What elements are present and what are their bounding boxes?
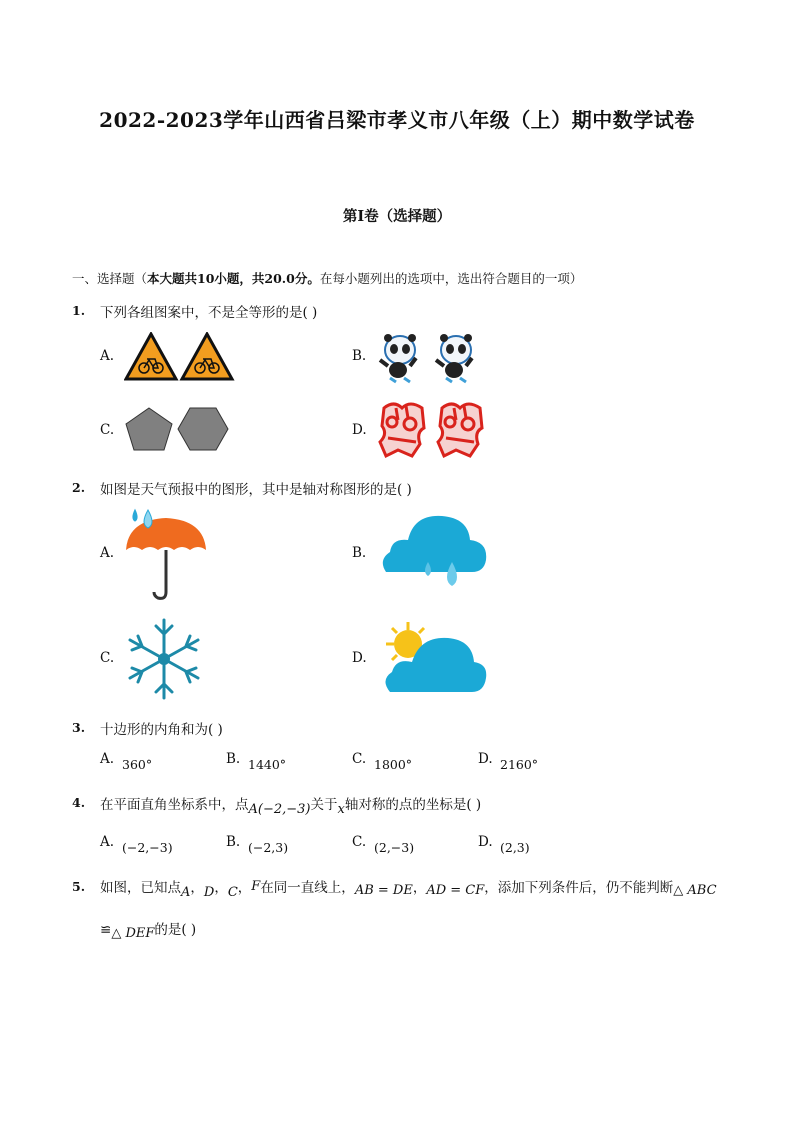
- q4-text-b: 关于: [310, 797, 338, 813]
- q5-triangle-def: △ DEF: [111, 926, 155, 941]
- q2-number: 2.: [72, 480, 86, 495]
- q4-number: 4.: [72, 795, 86, 810]
- section-subtitle: 第I卷（选择题）: [342, 208, 452, 225]
- q4-text: [100, 793, 482, 817]
- q5-text-line2: [100, 918, 197, 941]
- q1-option-b-label: B.: [352, 348, 367, 364]
- q4-text-c: 轴对称的点的坐标是( ): [344, 797, 482, 813]
- q3-option-d-label: D.: [478, 751, 493, 767]
- q1-option-a-label: A.: [100, 348, 115, 364]
- q4-option-d-value: (2,3): [500, 840, 530, 855]
- q5-text-a: 如图，已知点: [100, 880, 181, 896]
- q5-text-c: ，添加下列条件后，仍不能判断: [484, 880, 674, 896]
- q5-number: 5.: [72, 879, 86, 894]
- bicycle-sign-icon: [126, 334, 176, 379]
- q1-option-d-figure: [376, 398, 490, 460]
- q5-text-line1: [100, 876, 717, 900]
- q5-text-d: 的是( ): [154, 922, 197, 938]
- q4-option-a-label: A.: [100, 834, 115, 850]
- q4-axis: x: [337, 802, 345, 817]
- q4-option-c-label: C.: [352, 834, 367, 850]
- q5-sep3: ，: [237, 880, 252, 896]
- q5-triangle-abc: △ ABC: [673, 883, 717, 898]
- q3-number: 3.: [72, 720, 86, 735]
- q4-option-a-value: (−2,−3): [122, 840, 173, 855]
- q4-point: A(−2,−3): [248, 802, 311, 817]
- q1-option-d-label: D.: [352, 422, 367, 438]
- q5-congruent-symbol: ≌: [100, 922, 112, 938]
- q2-option-a-label: A.: [100, 545, 115, 561]
- bicycle-sign-icon: [182, 334, 232, 379]
- q5-point-d: D: [203, 885, 215, 900]
- page-title: 2022-2023学年山西省吕梁市孝义市八年级（上）期中数学试卷: [99, 108, 695, 132]
- section-bold: 本大题共10小题，共20.0分。: [147, 271, 320, 286]
- q4-option-c-value: (2,−3): [374, 840, 415, 855]
- q1-option-c-figure: [124, 406, 230, 452]
- snowflake-icon: [124, 616, 204, 702]
- q3-option-a-value: 360°: [122, 757, 153, 772]
- q4-option-b-value: (−2,3): [248, 840, 289, 855]
- q3-option-c-label: C.: [352, 751, 367, 767]
- q1-option-c-label: C.: [100, 422, 115, 438]
- pentagon-shape: [126, 408, 172, 450]
- q4-option-b-label: B.: [226, 834, 241, 850]
- q1-text: 下列各组图案中，不是全等形的是( ): [100, 305, 318, 321]
- q5-text-b: 在同一直线上，: [260, 880, 355, 896]
- q3-text: 十边形的内角和为( ): [100, 722, 223, 738]
- section-suffix: 在每小题列出的选项中，选出符合题目的一项）: [319, 271, 583, 286]
- q2-option-c-label: C.: [100, 650, 115, 666]
- q5-sep4: ，: [412, 880, 427, 896]
- q4-text-a: 在平面直角坐标系中，点: [100, 797, 249, 813]
- q3-option-d-value: 2160°: [500, 757, 539, 772]
- q5-point-a: A: [181, 885, 191, 900]
- q2-text: 如图是天气预报中的图形，其中是轴对称图形的是( ): [100, 482, 412, 498]
- sun-cloud-icon: [378, 620, 490, 696]
- q3-option-a-label: A.: [100, 751, 115, 767]
- panda-mascot-icon: [436, 334, 472, 382]
- papercut-pattern-icon: [438, 404, 482, 456]
- q5-point-f: F: [251, 879, 261, 894]
- cloud-rain-icon: [378, 510, 490, 598]
- hexagon-shape: [178, 408, 228, 450]
- panda-mascot-icon: [380, 334, 416, 382]
- section-heading: [72, 269, 582, 287]
- section-prefix: 一、选择题（: [72, 271, 148, 286]
- q5-sep1: ，: [190, 880, 204, 896]
- q5-sep2: ，: [214, 880, 228, 896]
- q2-option-d-label: D.: [352, 650, 367, 666]
- q3-option-b-label: B.: [226, 751, 241, 767]
- q1-number: 1.: [72, 303, 86, 318]
- q1-option-b-figure: [376, 330, 488, 384]
- q5-eq2: AD = CF: [426, 883, 485, 898]
- q3-option-b-value: 1440°: [248, 757, 287, 772]
- q3-option-c-value: 1800°: [374, 757, 413, 772]
- umbrella-icon: [122, 506, 210, 602]
- papercut-pattern-icon: [380, 404, 424, 456]
- q1-option-a-figure: [124, 332, 236, 382]
- q4-option-d-label: D.: [478, 834, 493, 850]
- q2-option-b-label: B.: [352, 545, 367, 561]
- q5-eq1: AB = DE: [354, 883, 413, 898]
- q5-point-c: C: [227, 885, 238, 900]
